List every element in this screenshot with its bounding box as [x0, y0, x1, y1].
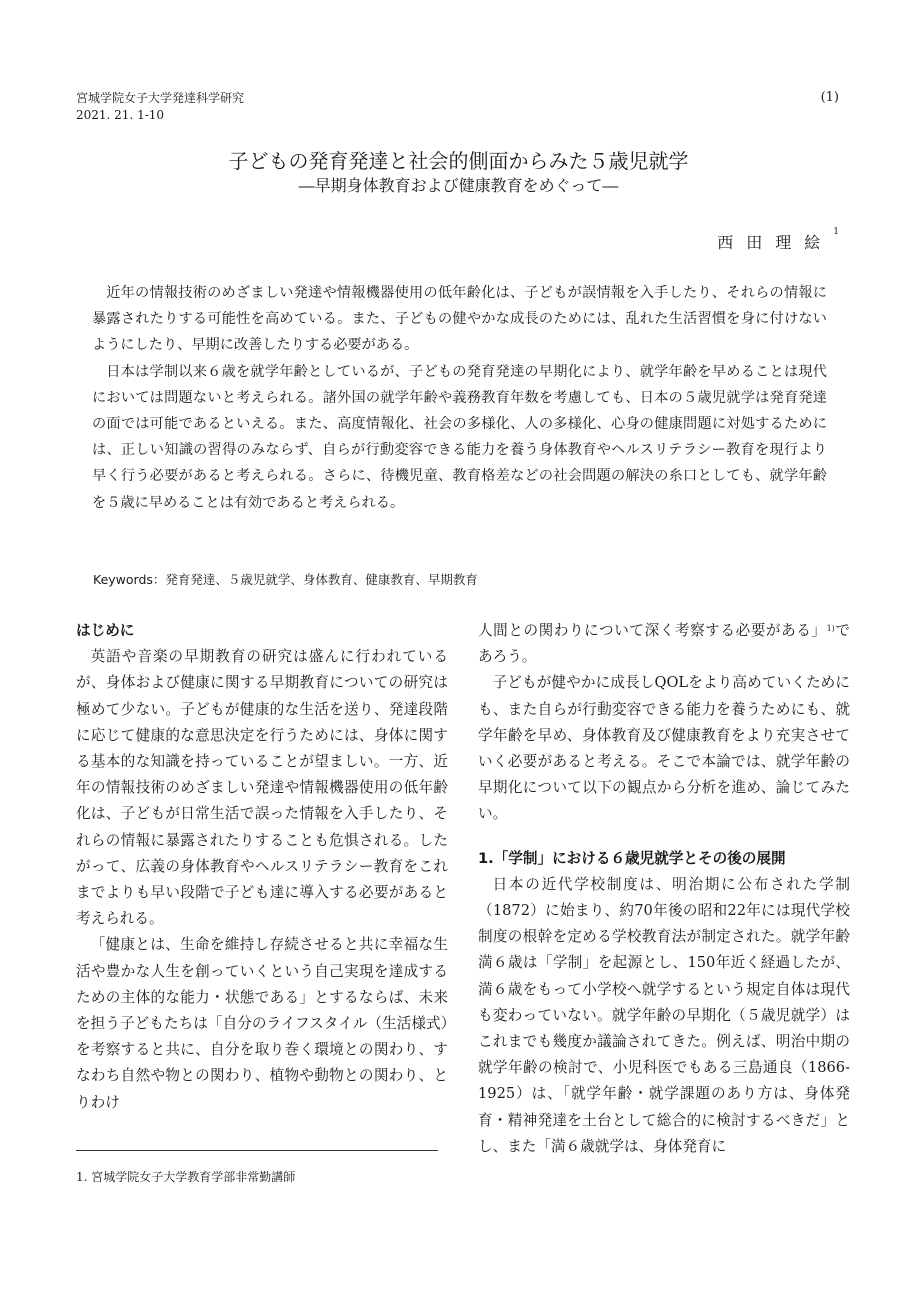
journal-volume: 2021. 21. 1-10	[76, 108, 165, 122]
journal-info	[76, 90, 244, 124]
paper-title: 子どもの発育発達と社会的側面からみた５歳児就学	[228, 149, 689, 173]
abstract-paragraph-1: 近年の情報技術のめざましい発達や情報機器使用の低年齢化は、子どもが誤情報を入手したり、それらの情報に暴露されたりする可能性を高めている。また、子どもの健やかな成長のためには、乱れた生活習慣を身に付けないようにしたり、早期に改善したりする必要がある。	[92, 285, 827, 354]
section-spacer	[478, 828, 850, 846]
body-paragraph: 子どもが健やかに成長しQOLをより高めていくためにも、また自らが行動変容できる能力を養うためにも、就学年齢を早め、身体教育及び健康教育をより充実させていく必要があると考える。そこで本論では、就学年齢の早期化について以下の観点から分析を進め、論じてみたい。	[478, 674, 850, 823]
body-paragraph: 「健康とは、生命を維持し存続させると共に幸福な生活や豊かな人生を創っていくという自己実現を達成するための主体的な能力・状態である」とするならば、未来を担う子どもたちは「自分のライフスタイル（生活様式）を考察すると共に、自分を取り巻く環境との関わり、すなわち自然や物との関わり、植物や動物との関わり、とりわけ	[76, 936, 448, 1111]
abstract-paragraph-2: 日本は学制以来６歳を就学年齢としているが、子どもの発育発達の早期化により、就学年齢を早めることは現代においては問題ないと考えられる。諸外国の就学年齢や義務教育年数を考慮しても、日本の５歳児就学は発育発達の面では可能であるといえる。また、高度情報化、社会の多様化、人の多様化、心身の健康問題に対処するためには、正しい知識の習得のみならず、自らが行動変容できる能力を養う身体教育やヘルスリテラシー教育を現行より早く行う必要があると考えられる。さらに、待機児童、教育格差などの社会問題の解決の糸口としても、就学年齢を５歳に早めることは有効であると考えられる。	[92, 363, 827, 511]
citation-ref: 1)	[826, 624, 835, 633]
body-text: 人間との関わりについて深く考察する必要がある」	[478, 622, 827, 639]
section-heading-1: 1.「学制」における６歳児就学とその後の展開	[478, 849, 786, 867]
section-heading-introduction: はじめに	[76, 622, 135, 639]
author	[717, 227, 839, 253]
body-paragraph	[478, 618, 850, 670]
paper-subtitle: ―早期身体教育および健康教育をめぐって―	[298, 176, 619, 195]
page-number: (1)	[820, 90, 839, 105]
abstract	[92, 280, 827, 516]
keywords-label: Keywords：	[93, 572, 166, 587]
footnote-divider	[76, 1150, 438, 1151]
body-paragraph: 英語や音楽の早期教育の研究は盛んに行われているが、身体および健康に関する早期教育についての研究は極めて少ない。子どもが健康的な生活を送り、発達段階に応じて健康的な意思決定を行うためには、身体に関する基本的な知識を持っていることが望ましい。一方、近年の情報技術のめざましい発達や情報機器使用の低年齢化は、子どもが日常生活で誤った情報を入手したり、それらの情報に暴露されたりすることも危惧される。したがって、広義の身体教育やヘルスリテラシー教育をこれまでよりも早い段階で子ども達に導入する必要があると考えられる。	[76, 648, 448, 928]
body-text: であろう。	[478, 622, 850, 666]
author-affiliation-mark: 1	[833, 227, 839, 237]
body-column-right	[478, 618, 850, 1160]
keywords	[93, 570, 478, 588]
footnote: 1. 宮城学院女子大学教育学部非常勤講師	[76, 1170, 296, 1184]
body-column-left	[76, 618, 448, 1116]
author-name: 西田理絵	[717, 233, 834, 252]
journal-name: 宮城学院女子大学発達科学研究	[76, 91, 245, 105]
keywords-value: 発育発達、５歳児就学、身体教育、健康教育、早期教育	[165, 572, 478, 587]
body-paragraph: 日本の近代学校制度は、明治期に公布された学制（1872）に始まり、約70年後の昭和22年には現代学校制度の根幹を定める学校教育法が制定された。就学年齢満６歳は「学制」を起源とし、150年近く経過したが、満６歳をもって小学校へ就学するという規定自体は現代も変わっていない。就学年齢の早期化（５歳児就学）はこれまでも幾度か議論されてきた。例えば、明治中期の就学年齢の検討で、小児科医でもある三島通良（1866-1925）は、「就学年齢・就学課題のあり方は、身体発育・精神発達を土台として総合的に検討するべきだ」とし、また「満６歳就学は、身体発育に	[478, 875, 850, 1155]
